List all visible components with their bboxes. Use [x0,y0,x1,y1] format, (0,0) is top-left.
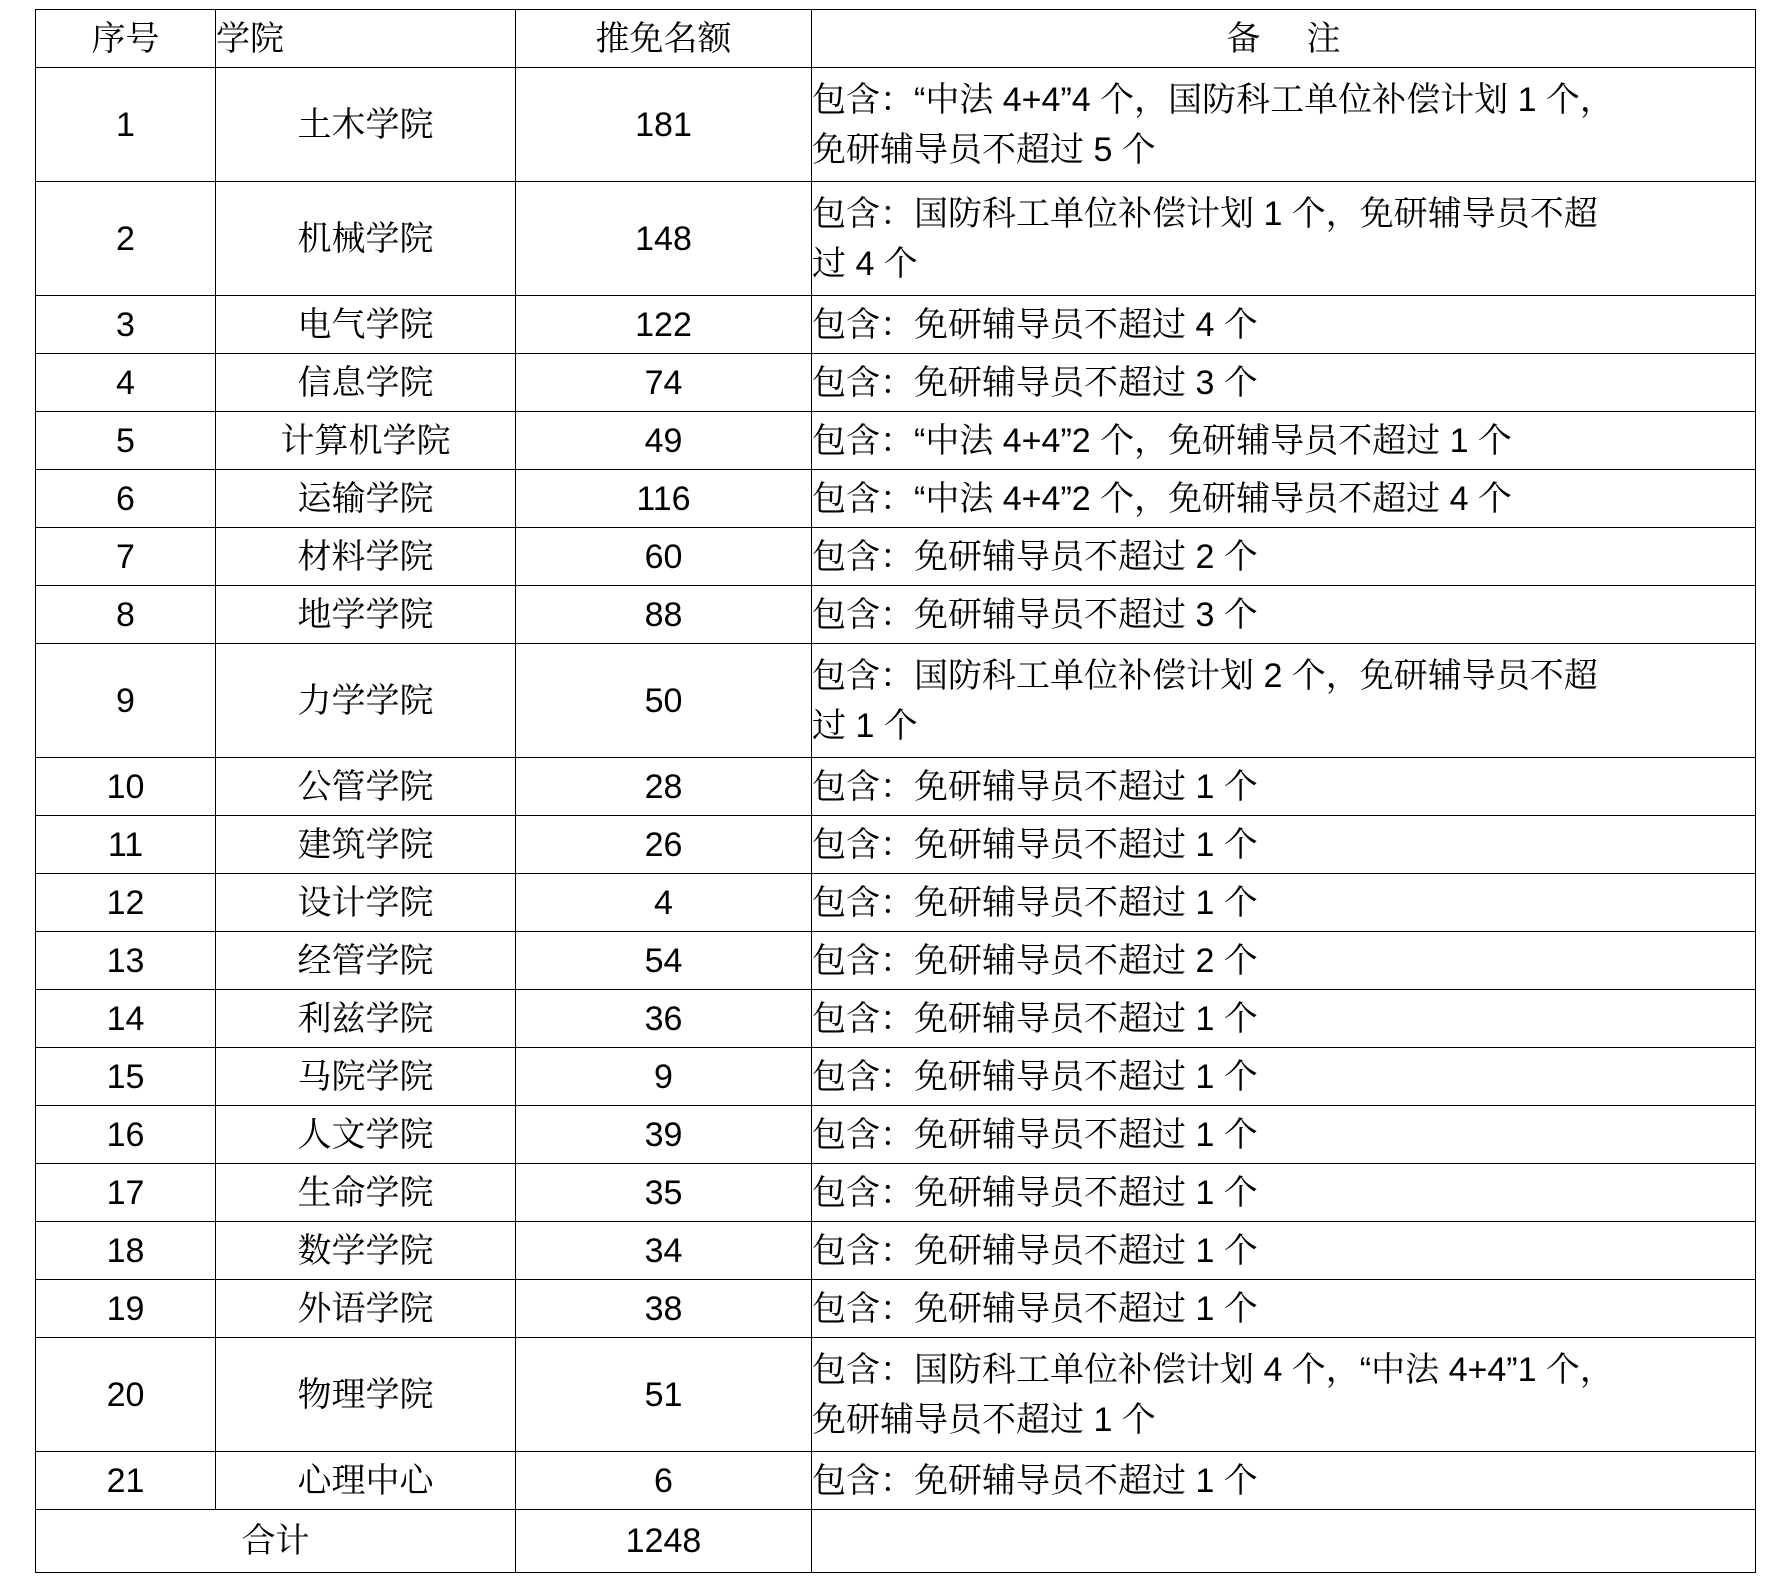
cell-remark [812,1048,1756,1106]
cell-remark [812,182,1756,296]
cell-quota: 6 [516,1452,812,1510]
remark-line: 包含：“中法 4+4”4 个，国防科工单位补偿计划 1 个， [812,80,1614,119]
cell-quota: 39 [516,1106,812,1164]
remark-line: 包含：国防科工单位补偿计划 4 个，“中法 4+4”1 个， [812,1350,1614,1389]
cell-college: 机械学院 [216,182,516,296]
cell-college: 土木学院 [216,68,516,182]
cell-no: 10 [36,758,216,816]
cell-no: 14 [36,990,216,1048]
remark-line: 包含：免研辅导员不超过 1 个 [812,1289,1258,1328]
cell-no: 9 [36,644,216,758]
table-row [36,586,1756,644]
cell-college: 设计学院 [216,874,516,932]
cell-remark [812,1164,1756,1222]
cell-no: 13 [36,932,216,990]
cell-remark [812,874,1756,932]
cell-remark [812,1222,1756,1280]
cell-quota: 181 [516,68,812,182]
header-no: 序号 [36,10,216,68]
cell-college: 材料学院 [216,528,516,586]
cell-remark [812,816,1756,874]
table-row [36,758,1756,816]
cell-remark [812,470,1756,528]
remark-line: 包含：免研辅导员不超过 1 个 [812,1057,1258,1096]
table-row [36,932,1756,990]
remark-line: 包含：免研辅导员不超过 2 个 [812,537,1258,576]
cell-quota: 51 [516,1338,812,1452]
remark-line: 包含：免研辅导员不超过 1 个 [812,1115,1258,1154]
header-remark-char-2: 注 [1306,19,1341,58]
remark-line: 免研辅导员不超过 1 个 [812,1400,1156,1439]
cell-quota: 148 [516,182,812,296]
header-remark-char-1: 备 [1226,19,1261,58]
remark-line: 包含：免研辅导员不超过 1 个 [812,1461,1258,1500]
cell-quota: 50 [516,644,812,758]
table-row [36,1280,1756,1338]
quota-table [35,9,1756,1573]
cell-college: 心理中心 [216,1452,516,1510]
cell-remark [812,1452,1756,1510]
cell-no: 12 [36,874,216,932]
cell-quota: 36 [516,990,812,1048]
table-row [36,816,1756,874]
cell-remark [812,990,1756,1048]
cell-college: 电气学院 [216,296,516,354]
cell-college: 人文学院 [216,1106,516,1164]
cell-no: 17 [36,1164,216,1222]
header-college: 学院 [216,10,516,68]
cell-no: 20 [36,1338,216,1452]
remark-line: 包含：免研辅导员不超过 1 个 [812,883,1258,922]
cell-quota: 26 [516,816,812,874]
total-row [36,1510,1756,1573]
remark-line: 包含：免研辅导员不超过 4 个 [812,305,1258,344]
remark-line: 包含：免研辅导员不超过 1 个 [812,1231,1258,1270]
cell-college: 力学学院 [216,644,516,758]
total-quota: 1248 [516,1510,812,1573]
header-remark [812,10,1756,68]
cell-quota: 54 [516,932,812,990]
cell-college: 计算机学院 [216,412,516,470]
cell-remark [812,644,1756,758]
header-row [36,10,1756,68]
table-row [36,296,1756,354]
remark-line: 包含：“中法 4+4”2 个，免研辅导员不超过 1 个 [812,421,1512,460]
table-row [36,1338,1756,1452]
cell-no: 3 [36,296,216,354]
cell-college: 利兹学院 [216,990,516,1048]
cell-college: 运输学院 [216,470,516,528]
table-body [36,68,1756,1510]
cell-remark [812,1106,1756,1164]
table-row [36,354,1756,412]
cell-no: 21 [36,1452,216,1510]
cell-quota: 60 [516,528,812,586]
cell-college: 信息学院 [216,354,516,412]
cell-college: 数学学院 [216,1222,516,1280]
total-label: 合计 [36,1510,516,1573]
cell-quota: 116 [516,470,812,528]
cell-remark [812,296,1756,354]
cell-no: 15 [36,1048,216,1106]
total-remark [812,1510,1756,1573]
cell-remark [812,1280,1756,1338]
cell-no: 18 [36,1222,216,1280]
cell-quota: 28 [516,758,812,816]
cell-remark [812,758,1756,816]
cell-remark [812,354,1756,412]
table-row [36,470,1756,528]
cell-no: 7 [36,528,216,586]
cell-remark [812,528,1756,586]
table-row [36,644,1756,758]
remark-line: 包含：国防科工单位补偿计划 2 个，免研辅导员不超 [812,656,1598,695]
cell-quota: 49 [516,412,812,470]
cell-quota: 38 [516,1280,812,1338]
table-row [36,1452,1756,1510]
cell-no: 8 [36,586,216,644]
cell-no: 19 [36,1280,216,1338]
remark-line: 包含：免研辅导员不超过 2 个 [812,941,1258,980]
table-row [36,1048,1756,1106]
remark-line: 包含：免研辅导员不超过 3 个 [812,363,1258,402]
cell-no: 16 [36,1106,216,1164]
remark-line: 过 1 个 [812,706,918,745]
cell-college: 外语学院 [216,1280,516,1338]
cell-quota: 88 [516,586,812,644]
cell-no: 2 [36,182,216,296]
cell-no: 5 [36,412,216,470]
remark-line: 包含：国防科工单位补偿计划 1 个，免研辅导员不超 [812,194,1598,233]
cell-quota: 4 [516,874,812,932]
table-row [36,528,1756,586]
cell-remark [812,68,1756,182]
table-row [36,68,1756,182]
remark-line: 包含：免研辅导员不超过 1 个 [812,999,1258,1038]
table-row [36,412,1756,470]
header-quota: 推免名额 [516,10,812,68]
remark-line: 包含：免研辅导员不超过 1 个 [812,825,1258,864]
cell-quota: 35 [516,1164,812,1222]
remark-line: 包含：“中法 4+4”2 个，免研辅导员不超过 4 个 [812,479,1512,518]
cell-college: 公管学院 [216,758,516,816]
cell-college: 生命学院 [216,1164,516,1222]
cell-remark [812,1338,1756,1452]
cell-quota: 34 [516,1222,812,1280]
cell-college: 地学学院 [216,586,516,644]
table-row [36,990,1756,1048]
cell-remark [812,586,1756,644]
cell-college: 经管学院 [216,932,516,990]
cell-quota: 122 [516,296,812,354]
cell-no: 11 [36,816,216,874]
table-row [36,874,1756,932]
remark-line: 过 4 个 [812,244,918,283]
cell-no: 4 [36,354,216,412]
table-row [36,1106,1756,1164]
table-row [36,1164,1756,1222]
cell-quota: 9 [516,1048,812,1106]
table-row [36,1222,1756,1280]
table-row [36,182,1756,296]
cell-quota: 74 [516,354,812,412]
cell-remark [812,412,1756,470]
remark-line: 免研辅导员不超过 5 个 [812,130,1156,169]
cell-remark [812,932,1756,990]
remark-line: 包含：免研辅导员不超过 1 个 [812,767,1258,806]
remark-line: 包含：免研辅导员不超过 1 个 [812,1173,1258,1212]
cell-no: 6 [36,470,216,528]
cell-college: 马院学院 [216,1048,516,1106]
remark-line: 包含：免研辅导员不超过 3 个 [812,595,1258,634]
cell-no: 1 [36,68,216,182]
cell-college: 物理学院 [216,1338,516,1452]
cell-college: 建筑学院 [216,816,516,874]
